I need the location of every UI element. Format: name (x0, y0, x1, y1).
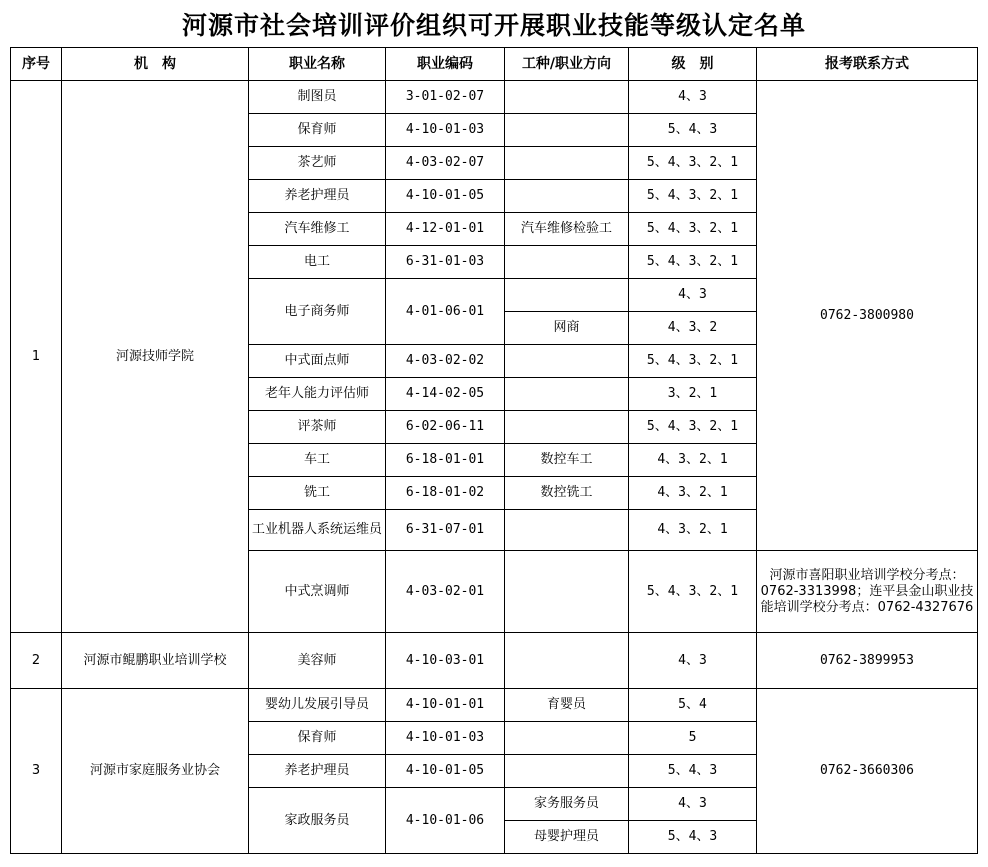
occupation-cell: 中式面点师 (249, 345, 386, 378)
direction-cell (505, 345, 629, 378)
code-cell: 4-14-02-05 (386, 378, 505, 411)
org-name-cell: 河源技师学院 (62, 81, 249, 633)
direction-cell: 数控车工 (505, 444, 629, 477)
seq-cell: 3 (11, 689, 62, 854)
table-row (11, 633, 978, 689)
occupation-cell: 美容师 (249, 633, 386, 689)
direction-cell: 母婴护理员 (505, 821, 629, 854)
header-contact: 报考联系方式 (757, 48, 978, 81)
code-cell: 3-01-02-07 (386, 81, 505, 114)
direction-cell: 数控铣工 (505, 477, 629, 510)
level-cell: 4、3、2、1 (629, 510, 757, 551)
level-cell: 3、2、1 (629, 378, 757, 411)
code-cell: 4-03-02-02 (386, 345, 505, 378)
level-cell: 5 (629, 722, 757, 755)
occupation-cell: 铣工 (249, 477, 386, 510)
direction-cell (505, 378, 629, 411)
level-cell: 5、4、3、2、1 (629, 345, 757, 378)
code-cell: 6-18-01-01 (386, 444, 505, 477)
level-cell: 5、4、3 (629, 114, 757, 147)
level-cell: 4、3 (629, 81, 757, 114)
occupation-cell: 工业机器人系统运维员 (249, 510, 386, 551)
direction-cell (505, 81, 629, 114)
occupation-cell: 中式烹调师 (249, 551, 386, 633)
occupation-cell: 保育师 (249, 722, 386, 755)
direction-cell: 网商 (505, 312, 629, 345)
contact-extra-cell: 河源市喜阳职业培训学校分考点：0762-3313998；连平县金山职业技能培训学校分考点：0762-4327676 (757, 551, 978, 633)
code-cell: 4-10-01-06 (386, 788, 505, 854)
header-occupation: 职业名称 (249, 48, 386, 81)
org-name-cell: 河源市鲲鹏职业培训学校 (62, 633, 249, 689)
direction-cell (505, 510, 629, 551)
header-seq: 序号 (11, 48, 62, 81)
header-level: 级 别 (629, 48, 757, 81)
code-cell: 4-10-01-05 (386, 180, 505, 213)
certification-table (10, 47, 978, 854)
direction-cell (505, 147, 629, 180)
code-cell: 6-31-07-01 (386, 510, 505, 551)
direction-cell (505, 246, 629, 279)
direction-cell: 育婴员 (505, 689, 629, 722)
direction-cell: 家务服务员 (505, 788, 629, 821)
level-cell: 4、3 (629, 788, 757, 821)
code-cell: 4-10-01-03 (386, 722, 505, 755)
header-direction: 工种/职业方向 (505, 48, 629, 81)
table-row (11, 81, 978, 114)
occupation-cell: 汽车维修工 (249, 213, 386, 246)
code-cell: 6-18-01-02 (386, 477, 505, 510)
occupation-cell: 车工 (249, 444, 386, 477)
direction-cell (505, 279, 629, 312)
direction-cell (505, 114, 629, 147)
code-cell: 4-10-01-03 (386, 114, 505, 147)
occupation-cell: 养老护理员 (249, 755, 386, 788)
table-row (11, 689, 978, 722)
occupation-cell: 家政服务员 (249, 788, 386, 854)
occupation-cell: 婴幼儿发展引导员 (249, 689, 386, 722)
level-cell: 5、4、3、2、1 (629, 551, 757, 633)
direction-cell: 汽车维修检验工 (505, 213, 629, 246)
code-cell: 4-03-02-07 (386, 147, 505, 180)
occupation-cell: 电子商务师 (249, 279, 386, 345)
occupation-cell: 制图员 (249, 81, 386, 114)
occupation-cell: 茶艺师 (249, 147, 386, 180)
level-cell: 4、3、2、1 (629, 444, 757, 477)
seq-cell: 2 (11, 633, 62, 689)
seq-cell: 1 (11, 81, 62, 633)
header-row (11, 48, 978, 81)
level-cell: 5、4 (629, 689, 757, 722)
direction-cell (505, 722, 629, 755)
level-cell: 5、4、3、2、1 (629, 147, 757, 180)
level-cell: 5、4、3 (629, 755, 757, 788)
contact-cell: 0762-3800980 (757, 81, 978, 551)
direction-cell (505, 633, 629, 689)
contact-cell: 0762-3899953 (757, 633, 978, 689)
direction-cell (505, 755, 629, 788)
code-cell: 4-03-02-01 (386, 551, 505, 633)
level-cell: 5、4、3、2、1 (629, 411, 757, 444)
occupation-cell: 老年人能力评估师 (249, 378, 386, 411)
header-org: 机 构 (62, 48, 249, 81)
occupation-cell: 电工 (249, 246, 386, 279)
code-cell: 4-10-01-01 (386, 689, 505, 722)
contact-cell: 0762-3660306 (757, 689, 978, 854)
occupation-cell: 养老护理员 (249, 180, 386, 213)
page-title: 河源市社会培训评价组织可开展职业技能等级认定名单 (181, 11, 806, 40)
code-cell: 4-12-01-01 (386, 213, 505, 246)
level-cell: 4、3 (629, 279, 757, 312)
code-cell: 4-01-06-01 (386, 279, 505, 345)
org-name-cell: 河源市家庭服务业协会 (62, 689, 249, 854)
code-cell: 4-10-03-01 (386, 633, 505, 689)
occupation-cell: 保育师 (249, 114, 386, 147)
direction-cell (505, 411, 629, 444)
direction-cell (505, 551, 629, 633)
level-cell: 4、3、2 (629, 312, 757, 345)
level-cell: 5、4、3、2、1 (629, 213, 757, 246)
code-cell: 6-02-06-11 (386, 411, 505, 444)
header-code: 职业编码 (386, 48, 505, 81)
level-cell: 5、4、3、2、1 (629, 180, 757, 213)
level-cell: 5、4、3 (629, 821, 757, 854)
direction-cell (505, 180, 629, 213)
occupation-cell: 评茶师 (249, 411, 386, 444)
level-cell: 5、4、3、2、1 (629, 246, 757, 279)
code-cell: 6-31-01-03 (386, 246, 505, 279)
level-cell: 4、3 (629, 633, 757, 689)
level-cell: 4、3、2、1 (629, 477, 757, 510)
code-cell: 4-10-01-05 (386, 755, 505, 788)
